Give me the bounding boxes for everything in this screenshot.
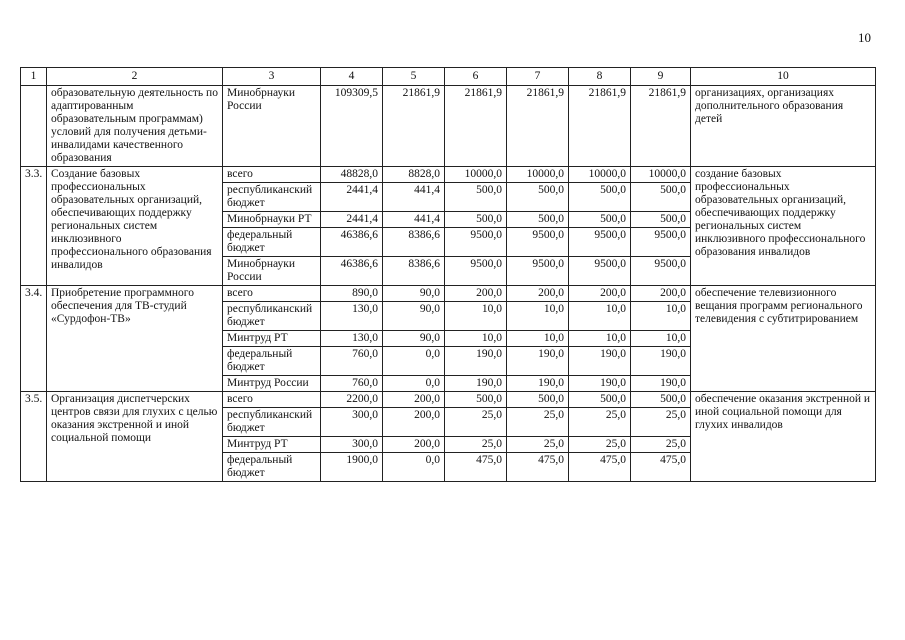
- value-cell: 500,0: [507, 183, 569, 212]
- value-cell: 10,0: [569, 302, 631, 331]
- value-cell: 190,0: [445, 376, 507, 392]
- value-cell: 8386,6: [383, 257, 445, 286]
- value-cell: 46386,6: [321, 257, 383, 286]
- source-cell: всего: [223, 167, 321, 183]
- value-cell: 10,0: [631, 302, 691, 331]
- value-cell: 200,0: [383, 437, 445, 453]
- value-cell: 9500,0: [445, 257, 507, 286]
- value-cell: 25,0: [507, 437, 569, 453]
- value-cell: 200,0: [383, 392, 445, 408]
- value-cell: 500,0: [507, 212, 569, 228]
- value-cell: 109309,5: [321, 86, 383, 167]
- value-cell: 21861,9: [569, 86, 631, 167]
- value-cell: 190,0: [507, 347, 569, 376]
- value-cell: 190,0: [507, 376, 569, 392]
- value-cell: 300,0: [321, 408, 383, 437]
- source-cell: федеральный бюджет: [223, 453, 321, 482]
- value-cell: 90,0: [383, 286, 445, 302]
- value-cell: 21861,9: [631, 86, 691, 167]
- value-cell: 500,0: [631, 392, 691, 408]
- value-cell: 500,0: [569, 183, 631, 212]
- column-header: 3: [223, 68, 321, 86]
- result-cell: организациях, организациях дополнительного образования детей: [691, 86, 876, 167]
- value-cell: 760,0: [321, 347, 383, 376]
- source-cell: Минобрнауки РТ: [223, 212, 321, 228]
- value-cell: 25,0: [569, 408, 631, 437]
- column-header: 6: [445, 68, 507, 86]
- value-cell: 441,4: [383, 183, 445, 212]
- description-cell: Организация диспетчерских центров связи для глухих с целью оказания экстренной и иной социальной помощи: [47, 392, 223, 482]
- source-cell: республиканский бюджет: [223, 408, 321, 437]
- column-header: 10: [691, 68, 876, 86]
- value-cell: 10000,0: [507, 167, 569, 183]
- value-cell: 0,0: [383, 347, 445, 376]
- value-cell: 190,0: [569, 376, 631, 392]
- value-cell: 9500,0: [569, 228, 631, 257]
- table-row: [21, 167, 876, 183]
- value-cell: 300,0: [321, 437, 383, 453]
- result-cell: обеспечение телевизионного вещания программ регионального телевидения с субтитрированием: [691, 286, 876, 392]
- source-cell: Минобрнауки России: [223, 86, 321, 167]
- value-cell: 90,0: [383, 331, 445, 347]
- table-row: [21, 392, 876, 408]
- value-cell: 9500,0: [569, 257, 631, 286]
- source-cell: Минобрнауки России: [223, 257, 321, 286]
- source-cell: всего: [223, 392, 321, 408]
- value-cell: 200,0: [569, 286, 631, 302]
- value-cell: 10000,0: [631, 167, 691, 183]
- description-cell: образовательную деятельность по адаптированным образовательным программам) условий для получения детьми-инвалидами качественного образования: [47, 86, 223, 167]
- value-cell: 48828,0: [321, 167, 383, 183]
- value-cell: 760,0: [321, 376, 383, 392]
- value-cell: 500,0: [445, 183, 507, 212]
- column-header: 9: [631, 68, 691, 86]
- value-cell: 8386,6: [383, 228, 445, 257]
- page-number: 10: [858, 30, 871, 45]
- value-cell: 500,0: [507, 392, 569, 408]
- source-cell: Минтруд РТ: [223, 331, 321, 347]
- value-cell: 475,0: [445, 453, 507, 482]
- value-cell: 500,0: [631, 183, 691, 212]
- column-header: 7: [507, 68, 569, 86]
- value-cell: 0,0: [383, 376, 445, 392]
- column-header: 1: [21, 68, 47, 86]
- value-cell: 190,0: [569, 347, 631, 376]
- value-cell: 9500,0: [631, 228, 691, 257]
- value-cell: 10,0: [507, 331, 569, 347]
- value-cell: 25,0: [569, 437, 631, 453]
- value-cell: 475,0: [569, 453, 631, 482]
- value-cell: 130,0: [321, 331, 383, 347]
- source-cell: федеральный бюджет: [223, 228, 321, 257]
- value-cell: 9500,0: [507, 228, 569, 257]
- row-index-cell: 3.4.: [21, 286, 47, 392]
- source-cell: Минтруд России: [223, 376, 321, 392]
- value-cell: 21861,9: [507, 86, 569, 167]
- value-cell: 200,0: [445, 286, 507, 302]
- value-cell: 10,0: [445, 302, 507, 331]
- value-cell: 441,4: [383, 212, 445, 228]
- value-cell: 500,0: [445, 212, 507, 228]
- value-cell: 200,0: [631, 286, 691, 302]
- source-cell: республиканский бюджет: [223, 302, 321, 331]
- value-cell: 10000,0: [445, 167, 507, 183]
- description-cell: Создание базовых профессиональных образовательных организаций, обеспечивающих поддержку региональных систем инклюзивного профессионального образования инвалидов: [47, 167, 223, 286]
- column-header: 8: [569, 68, 631, 86]
- value-cell: 190,0: [631, 347, 691, 376]
- value-cell: 2441,4: [321, 212, 383, 228]
- description-cell: Приобретение программного обеспечения для ТВ-студий «Сурдофон-ТВ»: [47, 286, 223, 392]
- value-cell: 10,0: [507, 302, 569, 331]
- result-cell: обеспечение оказания экстренной и иной социальной помощи для глухих инвалидов: [691, 392, 876, 482]
- value-cell: 500,0: [569, 392, 631, 408]
- source-cell: Минтруд РТ: [223, 437, 321, 453]
- value-cell: 25,0: [445, 437, 507, 453]
- value-cell: 2200,0: [321, 392, 383, 408]
- value-cell: 10000,0: [569, 167, 631, 183]
- value-cell: 890,0: [321, 286, 383, 302]
- value-cell: 9500,0: [507, 257, 569, 286]
- continuation-row: [21, 86, 876, 167]
- value-cell: 10,0: [569, 331, 631, 347]
- value-cell: 9500,0: [631, 257, 691, 286]
- source-cell: республиканский бюджет: [223, 183, 321, 212]
- value-cell: 25,0: [631, 408, 691, 437]
- value-cell: 130,0: [321, 302, 383, 331]
- value-cell: 21861,9: [383, 86, 445, 167]
- value-cell: 500,0: [631, 212, 691, 228]
- value-cell: 500,0: [445, 392, 507, 408]
- value-cell: 10,0: [445, 331, 507, 347]
- value-cell: 21861,9: [445, 86, 507, 167]
- value-cell: 2441,4: [321, 183, 383, 212]
- source-cell: всего: [223, 286, 321, 302]
- value-cell: 190,0: [631, 376, 691, 392]
- value-cell: 475,0: [631, 453, 691, 482]
- result-cell: создание базовых профессиональных образовательных организаций, обеспечивающих поддержку региональных систем инклюзивного профессионального образования инвалидов: [691, 167, 876, 286]
- value-cell: 90,0: [383, 302, 445, 331]
- value-cell: 25,0: [445, 408, 507, 437]
- row-index-cell: 3.5.: [21, 392, 47, 482]
- value-cell: 10,0: [631, 331, 691, 347]
- value-cell: 25,0: [631, 437, 691, 453]
- value-cell: 200,0: [507, 286, 569, 302]
- budget-table: [20, 67, 876, 482]
- value-cell: 500,0: [569, 212, 631, 228]
- value-cell: 0,0: [383, 453, 445, 482]
- row-index-cell: [21, 86, 47, 167]
- header-row: [21, 68, 876, 86]
- row-index-cell: 3.3.: [21, 167, 47, 286]
- value-cell: 200,0: [383, 408, 445, 437]
- value-cell: 25,0: [507, 408, 569, 437]
- value-cell: 1900,0: [321, 453, 383, 482]
- column-header: 5: [383, 68, 445, 86]
- column-header: 4: [321, 68, 383, 86]
- value-cell: 9500,0: [445, 228, 507, 257]
- source-cell: федеральный бюджет: [223, 347, 321, 376]
- value-cell: 8828,0: [383, 167, 445, 183]
- value-cell: 475,0: [507, 453, 569, 482]
- column-header: 2: [47, 68, 223, 86]
- table-row: [21, 286, 876, 302]
- value-cell: 190,0: [445, 347, 507, 376]
- value-cell: 46386,6: [321, 228, 383, 257]
